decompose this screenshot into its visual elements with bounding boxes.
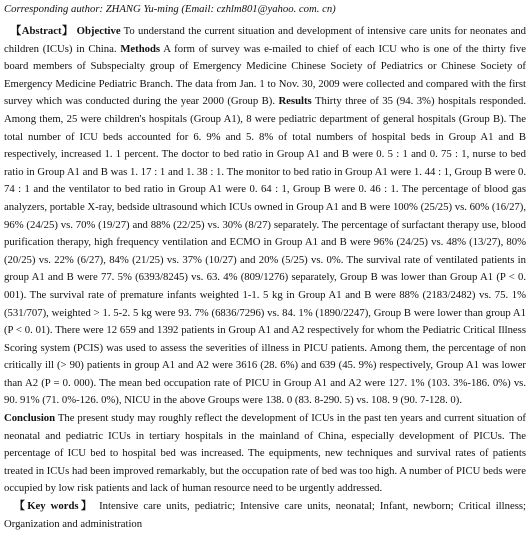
abstract-page	[4, 0, 526, 533]
conclusion-text: The present study may roughly reflect the development of ICUs in the past ten years and current situation of neonatal and pediatric ICUs in tertiary hospitals in the mainland of China, especially development of PICUs. The percentage of ICU bed to hospital bed was increased. The equipments, new techniques and survival rates of patients treated in ICUs had been improved remarkably, but the occupation rate of bed was too high. A number of PICU beds were occupied by low risk patients and lack of human resource need to be urgently addressed.	[4, 412, 526, 495]
objective-label: Objective	[76, 25, 121, 37]
abstract-tag: 【Abstract】	[10, 25, 74, 37]
keywords-paragraph	[4, 498, 526, 533]
keywords-tag: 【Key words】	[14, 500, 95, 513]
abstract-body	[4, 23, 526, 498]
methods-label: Methods	[120, 42, 161, 55]
results-text: Thirty three of 35 (94. 3%) hospitals responded. Among them, 25 were children's hospitals (Group A1), 8 were pediatric department of general hospitals (Group B). The total number of ICU beds accounted for 6. 9% and 5. 8% of total numbers of hospital beds in Group A1 and B respectively, increased 1. 1 percent. The doctor to bed ratio in Group A1 and B were 0. 5 : 1 and 0. 75 : 1, nurse to bed ratio in Group A1 and B was 1. 17 : 1 and 1. 38 : 1. The monitor to bed ratio in Group A1 were 1. 44 : 1, Group B were 0. 74 : 1 and the ventilator to bed ratio in Group A1 were 0. 64 : 1, Group B were 0. 46 : 1. The percentage of blood gas analyzers, portable X-ray, bedside ultrasound which ICUs owned in Group A1 and B were 100% (25/25) vs. 60% (16/27), 96% (24/25) vs. 70% (19/27) and 88% (22/25) vs. 30% (8/27) separately. The percentage of surfactant therapy use, blood purification therapy, high frequency ventilation and ECMO in Group A1 and B were 96% (24/25) vs. 48% (13/27), 80% (20/25) vs. 22% (6/27), 84% (21/25) vs. 37% (10/27) and 20% (5/25) vs. 0%. The survival rate of ventilated patients in group A1 and B were 77. 5% (6393/8245) vs. 63. 4% (809/1276) separately, Group B was lower than Group A1 (P < 0. 001). The survival rate of premature infants weighted 1-1. 5 kg in Group A1 and B were 88% (2183/2482) vs. 75. 1% (531/707), weighted > 1. 5-2. 5 kg were 93. 7% (6836/7296) vs. 84. 1% (1890/2247), Group B were lower than group A1 (P < 0. 01). There were 12 659 and 1392 patients in Group A1 and A2 respectively for whom the Pediatric Critical Illness Scoring system (PCIS) was used to assess the severities of illness in PICU patients. Among them, the percentage of non critically ill (> 90) patients in group A1 and A2 were 3616 (28. 6%) and 639 (45. 9%) respectively, Group A1 was lower than A2 (P = 0. 000). The mean bed occupation rate of PICU in Group A1 and A2 were 127. 1% (103. 3%-186. 0%) vs. 90. 91% (71. 0%-126. 0%), NICU in the above Groups were 138. 0 (83. 8-290. 5) vs. 108. 9 (90. 7-128. 0).	[4, 95, 526, 407]
objective-text: To understand the current situation and development of intensive care units for neonates and children (ICUs) in China.	[4, 25, 526, 55]
keywords-text: Intensive care units, pediatric; Intensive care units, neonatal; Infant, newborn; Critical illness; Organization and administration	[4, 500, 526, 530]
corresponding-author: Corresponding author: ZHANG Yu-ming (Email: czhlm801@yahoo. com. cn)	[4, 3, 336, 15]
conclusion-label: Conclusion	[4, 412, 56, 425]
methods-text: A form of survey was e-mailed to chief of each ICU who is one of the thirty five board members of Subspecialty group of Emergency Medicine Chinese Society of Pediatrics or Chinese Society of Emergency Medicine Pediatric Branch. The data from Jan. 1 to Nov. 30, 2009 were collected and compared with the first survey which was conducted during the year 2000 (Group B).	[4, 42, 526, 108]
results-label: Results	[278, 95, 312, 108]
